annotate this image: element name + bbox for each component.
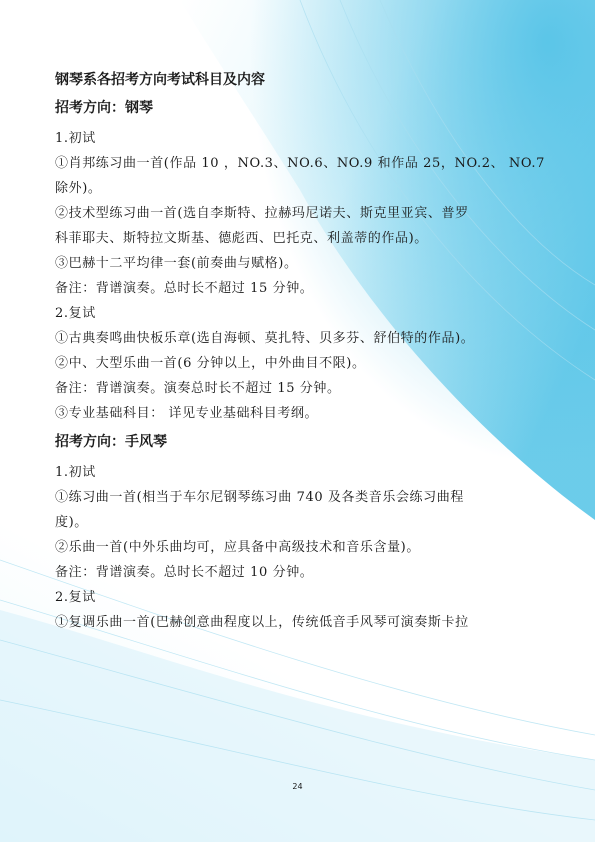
accordion-line: 2.复试 bbox=[55, 590, 96, 605]
piano-line: 除外)。 bbox=[55, 181, 102, 196]
piano-line: 备注：背谱演奏。总时长不超过 15 分钟。 bbox=[55, 281, 314, 296]
piano-line: ③专业基础科目： 详见专业基础科目考纲。 bbox=[55, 406, 319, 421]
accordion-line: 备注：背谱演奏。总时长不超过 10 分钟。 bbox=[55, 565, 314, 580]
document-body bbox=[55, 70, 545, 635]
piano-line: ③巴赫十二平均律一套(前奏曲与赋格)。 bbox=[55, 256, 298, 271]
section-heading-accordion: 招考方向：手风琴 bbox=[55, 434, 167, 450]
piano-line: 科菲耶夫、斯特拉文斯基、德彪西、巴托克、利盖蒂的作品)。 bbox=[55, 231, 428, 246]
piano-line: ②中、大型乐曲一首(6 分钟以上，中外曲目不限)。 bbox=[55, 356, 366, 371]
piano-line: 2.复试 bbox=[55, 306, 96, 321]
piano-line: ②技术型练习曲一首(选自李斯特、拉赫玛尼诺夫、斯克里亚宾、普罗 bbox=[55, 206, 469, 221]
piano-line: ①古典奏鸣曲快板乐章(选自海顿、莫扎特、贝多芬、舒伯特的作品)。 bbox=[55, 331, 475, 346]
section-piano bbox=[55, 98, 545, 426]
piano-line: 1.初试 bbox=[55, 131, 96, 146]
document-title: 钢琴系各招考方向考试科目及内容 bbox=[55, 72, 265, 88]
accordion-line: 度)。 bbox=[55, 515, 88, 530]
accordion-line: 1.初试 bbox=[55, 465, 96, 480]
accordion-line: ①练习曲一首(相当于车尔尼钢琴练习曲 740 及各类音乐会练习曲程 bbox=[55, 490, 464, 505]
page-number: 24 bbox=[292, 782, 303, 791]
section-heading-piano: 招考方向：钢琴 bbox=[55, 100, 153, 116]
piano-line: 备注：背谱演奏。演奏总时长不超过 15 分钟。 bbox=[55, 381, 341, 396]
section-accordion bbox=[55, 432, 545, 635]
accordion-line: ②乐曲一首(中外乐曲均可，应具备中高级技术和音乐含量)。 bbox=[55, 540, 420, 555]
piano-line: ①肖邦练习曲一首(作品 10 ，NO.3、NO.6、NO.9 和作品 25，NO.2、 NO.7 bbox=[55, 156, 545, 171]
accordion-line: ①复调乐曲一首(巴赫创意曲程度以上，传统低音手风琴可演奏斯卡拉 bbox=[55, 615, 469, 630]
